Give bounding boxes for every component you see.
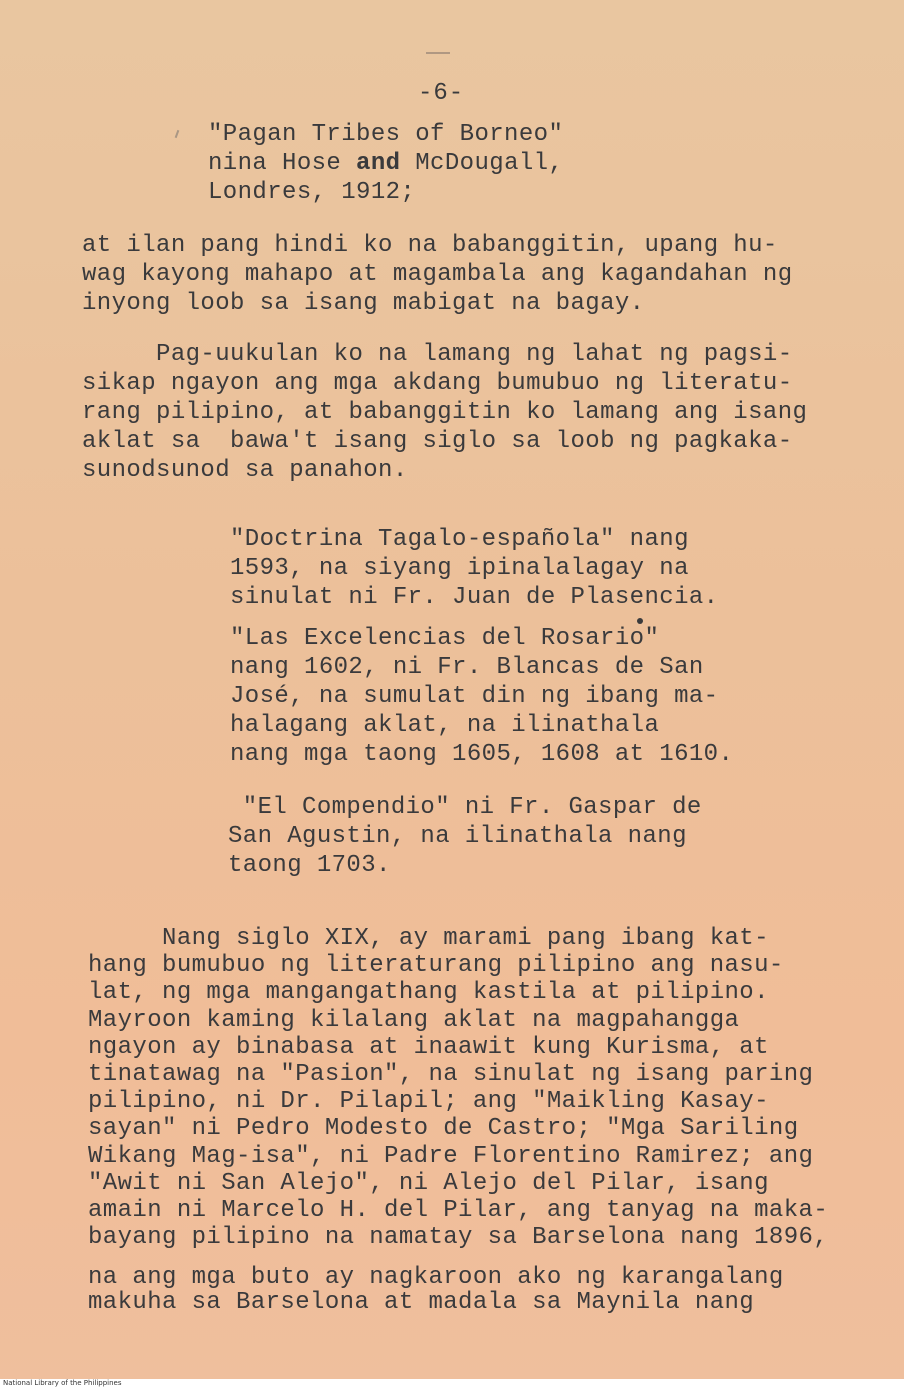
margin-tick-mark (175, 130, 180, 138)
text-line: José, na sumulat din ng ibang ma- (230, 683, 719, 710)
text-line: halagang aklat, na ilinathala (230, 712, 660, 739)
citation-block (208, 120, 563, 207)
text-line: Nang siglo XIX, ay marami pang ibang kat- (88, 925, 769, 952)
text-line: tinatawag na "Pasion", na sinulat ng isang paring (88, 1061, 814, 1089)
text-line: nang mga taong 1605, 1608 at 1610. (230, 741, 734, 768)
text-line: sunodsunod sa panahon. (82, 457, 408, 484)
top-pencil-mark (426, 52, 450, 54)
text-line: sinulat ni Fr. Juan de Plasencia. (230, 584, 719, 611)
text-line: nang 1602, ni Fr. Blancas de San (230, 654, 704, 681)
text-line: 1593, na siyang ipinalalagay na (230, 555, 689, 582)
text-line: sayan" ni Pedro Modesto de Castro; "Mga Sariling (88, 1115, 799, 1143)
citation-authors-end: McDougall, (400, 150, 564, 177)
text-line: aklat sa bawa't isang siglo sa loob ng pagkaka- (82, 428, 793, 455)
text-line: makuha sa Barselona at madala sa Maynila nang (88, 1289, 755, 1316)
text-line: na ang mga buto ay nagkaroon ako ng karangalang (88, 1264, 784, 1291)
text-line: "Awit ni San Alejo", ni Alejo del Pilar, isang (88, 1169, 769, 1197)
book-entry-doctrina (230, 525, 718, 612)
text-line: pilipino, ni Dr. Pilapil; ang "Maikling Kasay- (88, 1088, 769, 1116)
text-line: Mayroon kaming kilalang aklat na magpahangga (88, 1006, 740, 1034)
text-line: ngayon ay binabasa at inaawit kung Kurisma, at (88, 1033, 769, 1061)
citation-title: "Pagan Tribes of Borneo" (208, 121, 564, 148)
text-line: rang pilipino, at babanggitin ko lamang ang isang (82, 399, 808, 426)
text-line: "El Compendio" ni Fr. Gaspar de (228, 794, 702, 821)
page-number: -6- (418, 80, 465, 107)
footer-bar (0, 1379, 904, 1388)
text-line: lat, ng mga mangangathang kastila at pilipino. (88, 979, 769, 1007)
text-line: "Las Excelencias del Rosario" (230, 625, 660, 652)
text-line: San Agustin, na ilinathala nang (228, 823, 687, 850)
text-line: Wikang Mag-isa", ni Padre Florentino Ramirez; ang (88, 1142, 814, 1170)
paragraph-2 (82, 340, 807, 485)
citation-authors (208, 149, 563, 178)
text-line: Pag-uukulan ko na lamang ng lahat ng pagsi- (82, 341, 793, 368)
book-entry-compendio (228, 793, 702, 880)
text-line: inyong loob sa isang mabigat na bagay. (82, 290, 645, 317)
paragraph-1 (82, 231, 793, 318)
footer-credit: National Library of the Philippines (3, 1379, 122, 1387)
paragraph-3-continued (88, 1265, 784, 1315)
text-line: amain ni Marcelo H. del Pilar, ang tanyag na maka- (88, 1197, 829, 1225)
text-line: wag kayong mahapo at magambala ang kagandahan ng (82, 261, 793, 288)
text-line: bayang pilipino na namatay sa Barselona nang 1896, (88, 1224, 829, 1252)
paragraph-3 (88, 925, 828, 1251)
citation-authors-text: nina Hose (208, 150, 357, 177)
citation-place-year: Londres, 1912; (208, 179, 416, 206)
text-line: taong 1703. (228, 852, 391, 879)
text-line: at ilan pang hindi ko na babanggitin, upang hu- (82, 232, 778, 259)
text-line: hang bumubuo ng literaturang pilipino ang nasu- (88, 952, 784, 980)
text-line: sikap ngayon ang mga akdang bumubuo ng literatu- (82, 370, 793, 397)
text-line: "Doctrina Tagalo-española" nang (230, 526, 689, 553)
book-entry-rosario (230, 624, 733, 769)
citation-and-word: and (356, 150, 401, 177)
